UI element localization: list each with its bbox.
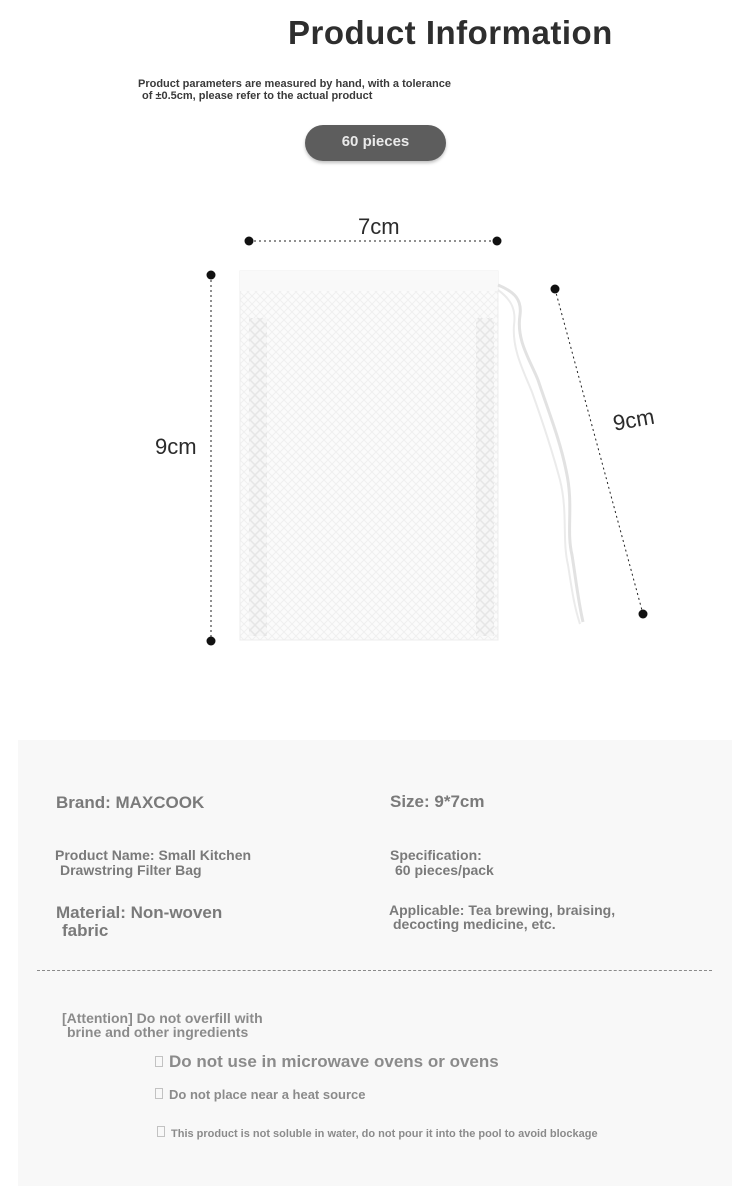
attention-item-overfill-line1: [Attention] Do not overfill with: [62, 1010, 263, 1026]
bullet-box-icon: [157, 1126, 165, 1137]
spec-product-name: [55, 848, 251, 878]
spec-specification-line2: 60 pieces/pack: [395, 862, 494, 878]
measurement-note: [138, 78, 518, 102]
spec-specification-line1: Specification:: [390, 847, 482, 863]
attention-item-water: [157, 1126, 598, 1140]
attention-item-microwave: [155, 1052, 499, 1072]
quantity-badge: 60 pieces: [305, 125, 446, 161]
spec-material: [56, 904, 222, 940]
attention-item-heat: [155, 1087, 366, 1102]
bullet-box-icon: [155, 1056, 163, 1067]
measurement-note-line1: Product parameters are measured by hand, with a tolerance: [138, 78, 451, 90]
spec-product-name-line2: Drawstring Filter Bag: [60, 862, 202, 878]
attention-item-overfill: [62, 1011, 263, 1039]
string-length-label: 9cm: [611, 403, 657, 436]
string-dimension-line: [551, 285, 648, 619]
spec-applicable: [389, 903, 615, 931]
spec-size: Size: 9*7cm: [390, 792, 485, 811]
section-divider: [37, 970, 712, 971]
page-title: Product Information: [288, 14, 613, 51]
attention-item-water-text: This product is not soluble in water, do not pour it into the pool to avoid blockage: [171, 1128, 598, 1140]
spec-specification: [390, 848, 494, 878]
attention-item-heat-text: Do not place near a heat source: [169, 1087, 366, 1102]
bullet-box-icon: [155, 1088, 163, 1099]
drawstring: [498, 285, 583, 622]
height-label: 9cm: [155, 434, 197, 459]
height-dimension-line: [207, 271, 216, 646]
spec-material-line2: fabric: [62, 921, 109, 940]
attention-item-overfill-line2: brine and other ingredients: [67, 1024, 249, 1040]
spec-brand: Brand: MAXCOOK: [56, 793, 205, 812]
spec-applicable-line1: Applicable: Tea brewing, braising,: [389, 902, 616, 918]
measurement-note-line2: of ±0.5cm, please refer to the actual product: [142, 90, 373, 102]
width-label: 7cm: [358, 214, 400, 239]
filter-bag-image: [240, 271, 583, 640]
attention-item-microwave-text: Do not use in microwave ovens or ovens: [169, 1052, 499, 1071]
spec-material-line1: Material: Non-woven: [56, 903, 223, 922]
spec-applicable-line2: decocting medicine, etc.: [393, 916, 556, 932]
spec-product-name-line1: Product Name: Small Kitchen: [55, 847, 252, 863]
